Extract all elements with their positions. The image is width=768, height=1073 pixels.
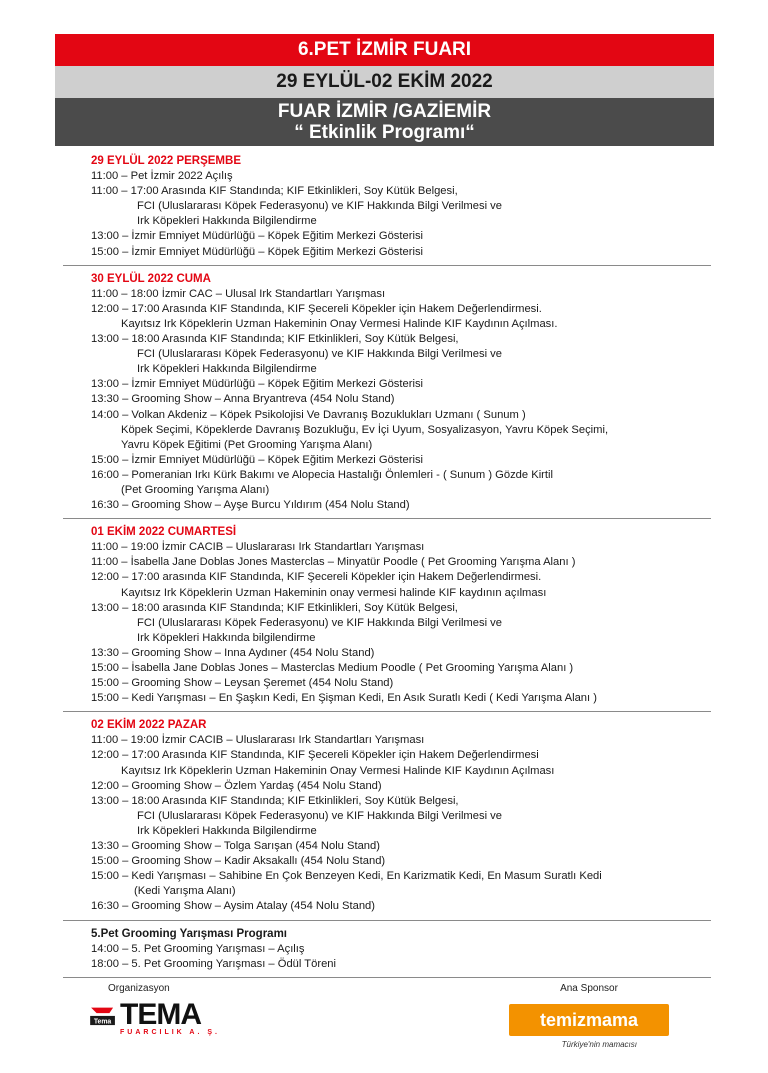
schedule-line: (Kedi Yarışma Alanı) — [134, 885, 236, 898]
schedule-line: 15:00 – İsabella Jane Doblas Jones – Masterclas Medium Poodle ( Pet Grooming Yarışma Alanı ) — [91, 662, 574, 674]
schedule-line: Kayıtsız Irk Köpeklerin Uzman Hakeminin Onay Vermesi Halinde KIF Kaydının Açılması — [121, 764, 555, 777]
schedule-line: Yavru Köpek Eğitimi (Pet Grooming Yarışma Alanı) — [121, 438, 373, 451]
schedule-line: FCI (Uluslararası Köpek Federasyonu) ve KIF Hakkında Bilgi Verilmesi ve — [137, 348, 502, 361]
schedule-line: FCI (Uluslararası Köpek Federasyonu) ve KIF Hakkında Bilgi Verilmesi ve — [137, 809, 502, 822]
schedule-line: 15:00 – İzmir Emniyet Müdürlüğü – Köpek Eğitim Merkezi Gösterisi — [91, 453, 424, 466]
schedule-line: 13:00 – 18:00 arasında KIF Standında; KIF Etkinlikleri, Soy Kütük Belgesi, — [91, 601, 458, 614]
schedule-line: 11:00 – 19:00 İzmir CACIB – Uluslararası Irk Standartları Yarışması — [91, 541, 425, 554]
sponsor-label: Ana Sponsor — [560, 983, 618, 994]
section-divider — [63, 518, 711, 519]
program-subtitle: “ Etkinlik Programı“ — [294, 122, 475, 143]
schedule-line: Irk Köpekleri Hakkında Bilgilendirme — [137, 363, 317, 376]
schedule-line: 12:00 – 17:00 Arasında KIF Standında, KIF Şecereli Köpekler için Hakem Değerlendirmesi. — [91, 302, 542, 315]
schedule-line: 13:30 – Grooming Show – Tolga Sarışan (454 Nolu Stand) — [91, 840, 380, 853]
schedule-line: Kayıtsız Irk Köpeklerin Uzman Hakeminin onay vermesi halinde KIF kaydının açılması — [121, 586, 547, 599]
schedule-line: Irk Köpekleri Hakkında Bilgilendirme — [137, 824, 317, 837]
temizmama-logo — [509, 1004, 669, 1036]
tema-logo — [88, 998, 220, 1031]
venue-banner — [55, 98, 714, 146]
day-title: 02 EKİM 2022 PAZAR — [91, 719, 207, 732]
schedule-line: FCI (Uluslararası Köpek Federasyonu) ve KIF Hakkında Bilgi Verilmesi ve — [137, 616, 502, 629]
day-title: 29 EYLÜL 2022 PERŞEMBE — [91, 155, 241, 167]
schedule-line: 13:30 – Grooming Show – Anna Bryantreva (454 Nolu Stand) — [91, 393, 395, 406]
schedule-line: Irk Köpekleri Hakkında bilgilendirme — [137, 631, 316, 644]
schedule-line: 11:00 – İsabella Jane Doblas Jones Masterclas – Minyatür Poodle ( Pet Grooming Yarışma Alanı ) — [91, 556, 576, 569]
schedule-line: 16:30 – Grooming Show – Aysim Atalay (454 Nolu Stand) — [91, 900, 375, 913]
day-section — [91, 272, 711, 514]
schedule-line: 15:00 – İzmir Emniyet Müdürlüğü – Köpek Eğitim Merkezi Gösterisi — [91, 245, 424, 258]
schedule-line: 13:30 – Grooming Show – Inna Aydıner (454 Nolu Stand) — [91, 646, 375, 659]
organizer-block — [88, 983, 220, 1036]
schedule-line: 12:00 – 17:00 Arasında KIF Standında, KIF Şecereli Köpekler için Hakem Değerlendirmesi — [91, 749, 539, 762]
sponsor-block — [505, 983, 673, 1049]
title-banner — [55, 34, 714, 66]
schedule-line: 16:00 – Pomeranian Irkı Kürk Bakımı ve Alopecia Hastalığı Önlemleri - ( Sunum ) Gözde Kirtil — [91, 468, 553, 481]
schedule-line: 14:00 – Volkan Akdeniz – Köpek Psikolojisi Ve Davranış Bozuklukları Uzmanı ( Sunum ) — [91, 408, 526, 421]
schedule-line: Köpek Seçimi, Köpeklerde Davranış Bozukluğu, Ev İçi Uyum, Sosyalizasyon, Yavru Köpek Seçimi, — [121, 423, 609, 436]
tema-small-label: Tema — [93, 1018, 112, 1026]
schedule-line: FCI (Uluslararası Köpek Federasyonu) ve KIF Hakkında Bilgi Verilmesi ve — [137, 200, 502, 213]
temizmama-wordmark: temizmama — [539, 1009, 639, 1030]
schedule-line: Kayıtsız Irk Köpeklerin Uzman Hakeminin Onay Vermesi Halinde KIF Kaydının Açılması. — [121, 317, 558, 330]
program-content — [91, 154, 711, 984]
fair-title: 6.PET İZMİR FUARI — [297, 39, 472, 60]
grooming-line: 14:00 – 5. Pet Grooming Yarışması – Açılış — [91, 942, 305, 955]
schedule-line: 11:00 – 19:00 İzmir CACIB – Uluslararası Irk Standartları Yarışması — [91, 734, 425, 747]
tema-subtitle: FUARCILIK A. Ş. — [120, 1029, 220, 1036]
day-title: 30 EYLÜL 2022 CUMA — [91, 272, 211, 285]
schedule-line: 13:00 – İzmir Emniyet Müdürlüğü – Köpek Eğitim Merkezi Gösterisi — [91, 230, 424, 243]
section-divider — [63, 977, 711, 978]
schedule-line: 11:00 – 17:00 Arasında KIF Standında; KIF Etkinlikleri, Soy Kütük Belgesi, — [91, 185, 458, 198]
organizer-label: Organizasyon — [108, 983, 170, 994]
schedule-line: 12:00 – 17:00 arasında KIF Standında, KIF Şecereli Köpekler için Hakem Değerlendirmesi. — [91, 571, 542, 584]
schedule-line: 12:00 – Grooming Show – Özlem Yardaş (454 Nolu Stand) — [91, 779, 382, 792]
schedule-line: 13:00 – 18:00 Arasında KIF Standında; KIF Etkinlikleri, Soy Kütük Belgesi, — [91, 333, 459, 346]
section-divider — [63, 265, 711, 266]
grooming-title: 5.Pet Grooming Yarışması Programı — [91, 927, 287, 940]
schedule-line: 11:00 – Pet İzmir 2022 Açılış — [91, 170, 233, 183]
schedule-line: Irk Köpekleri Hakkında Bilgilendirme — [137, 215, 317, 228]
schedule-line: 15:00 – Grooming Show – Leysan Şeremet (454 Nolu Stand) — [91, 677, 394, 690]
schedule-line: 15:00 – Kedi Yarışması – Sahibine En Çok Benzeyen Kedi, En Karizmatik Kedi, En Masum Suratlı Kedi — [91, 870, 602, 883]
day-section — [91, 525, 711, 706]
day-title: 01 EKİM 2022 CUMARTESİ — [91, 526, 237, 539]
dates-banner — [55, 66, 714, 98]
schedule-line: 13:00 – 18:00 Arasında KIF Standında; KIF Etkinlikleri, Soy Kütük Belgesi, — [91, 794, 459, 807]
tema-logo-icon — [88, 1004, 118, 1026]
grooming-section — [91, 927, 711, 978]
fair-venue: FUAR İZMİR /GAZİEMİR — [277, 101, 492, 122]
day-section — [91, 718, 711, 914]
schedule-line: (Pet Grooming Yarışma Alanı) — [121, 483, 270, 496]
temizmama-tagline: Türkiye'nin mamacısı — [561, 1040, 637, 1049]
schedule-line: 15:00 – Kedi Yarışması – En Şaşkın Kedi, En Şişman Kedi, En Asık Suratlı Kedi ( Kedi Yarışma Alanı ) — [91, 692, 597, 705]
schedule-line: 13:00 – İzmir Emniyet Müdürlüğü – Köpek Eğitim Merkezi Gösterisi — [91, 378, 424, 391]
schedule-line: 11:00 – 18:00 İzmir CAC – Ulusal Irk Standartları Yarışması — [91, 287, 386, 300]
section-divider — [63, 711, 711, 712]
grooming-line: 18:00 – 5. Pet Grooming Yarışması – Ödül Töreni — [91, 957, 337, 970]
schedule-line: 16:30 – Grooming Show – Ayşe Burcu Yıldırım (454 Nolu Stand) — [91, 499, 410, 512]
fair-dates: 29 EYLÜL-02 EKİM 2022 — [276, 71, 493, 92]
day-section — [91, 154, 711, 260]
tema-wordmark: TEMA — [120, 998, 201, 1031]
schedule-line: 15:00 – Grooming Show – Kadir Aksakallı (454 Nolu Stand) — [91, 855, 386, 868]
section-divider — [63, 920, 711, 921]
